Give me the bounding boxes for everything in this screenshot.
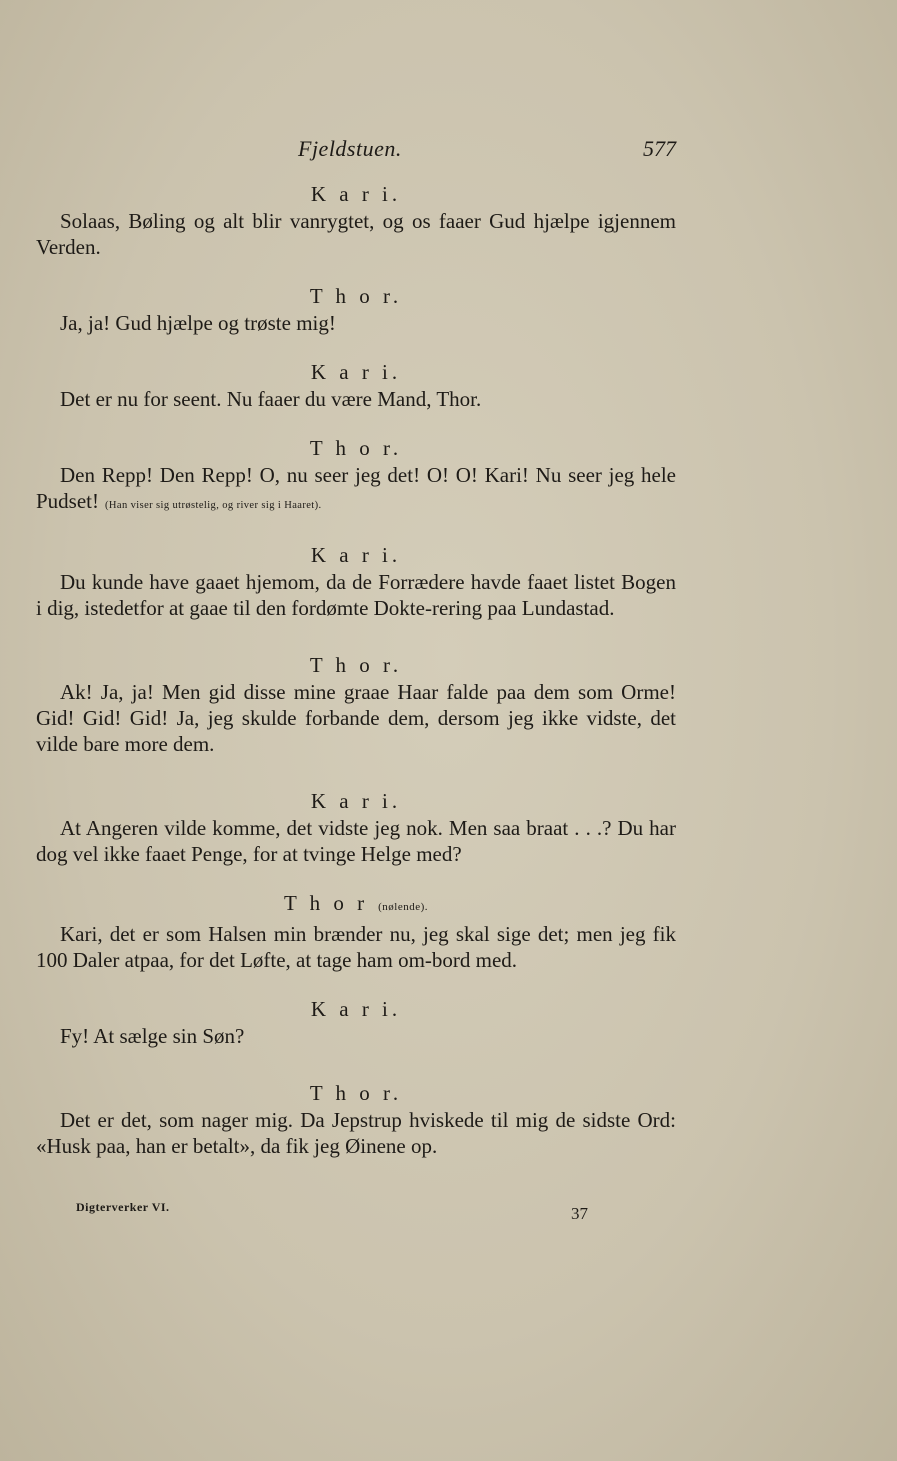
running-title: Fjeldstuen. (298, 136, 402, 161)
speech-text: Fy! At sælge sin Søn? (60, 1024, 245, 1048)
speaker-direction: (nølende). (378, 901, 429, 913)
speech-text: Kari, det er som Halsen min brænder nu, jeg skal sige det; men jeg fik 100 Daler atpaa, for det Løfte, at tage ham om-bord med. (36, 922, 676, 972)
stage-direction: (Han viser sig utrøstelig, og river sig i Haaret). (105, 500, 322, 511)
page-header (36, 136, 676, 166)
speaker-name: T h o r. (309, 284, 403, 308)
signature-mark: Digterverker VI. (76, 1200, 170, 1214)
speaker-name: T h o r. (309, 1081, 403, 1105)
speaker-with-direction (36, 889, 676, 921)
speaker-name: T h o r. (309, 653, 403, 677)
speech-text: Ak! Ja, ja! Men gid disse mine graae Haar falde paa dem som Orme! Gid! Gid! Gid! Ja, jeg skulde forbande dem, dersom jeg ikke vidste, det vilde bare more dem. (36, 680, 676, 756)
speaker-name: T h o r. (309, 436, 403, 460)
speech-text: Den Repp! Den Repp! O, nu seer jeg det! O! O! Kari! Nu seer jeg hele Pudset! (36, 463, 676, 513)
speaker-name: K a r i. (310, 182, 402, 206)
dialogue-text (36, 180, 676, 1159)
speaker-name: K a r i. (310, 360, 402, 384)
speech-text: Du kunde have gaaet hjemom, da de Forrædere havde faaet listet Bogen i dig, istedetfor at gaae til den fordømte Dokte-rering paa Lundastad. (36, 570, 676, 620)
speaker-name: K a r i. (310, 789, 402, 813)
speaker-name: K a r i. (310, 543, 402, 567)
speaker-name: T h o r (283, 891, 369, 915)
speech-with-stage-direction (36, 462, 676, 519)
page-footer (36, 1198, 676, 1222)
page-number: 577 (643, 136, 676, 161)
speaker-name: K a r i. (310, 997, 402, 1021)
speech-text: Solaas, Bøling og alt blir vanrygtet, og os faaer Gud hjælpe igjennem Verden. (36, 209, 676, 259)
speech-text: Det er det, som nager mig. Da Jepstrup hviskede til mig de sidste Ord: «Husk paa, han er betalt», da fik jeg Øinene op. (36, 1108, 676, 1158)
speech-text: Det er nu for seent. Nu faaer du være Mand, Thor. (60, 387, 482, 411)
sheet-number: 37 (571, 1204, 588, 1223)
speech-text: Ja, ja! Gud hjælpe og trøste mig! (60, 311, 336, 335)
speech-text: At Angeren vilde komme, det vidste jeg nok. Men saa braat . . .? Du har dog vel ikke faaet Penge, for at tvinge Helge med? (36, 816, 676, 866)
